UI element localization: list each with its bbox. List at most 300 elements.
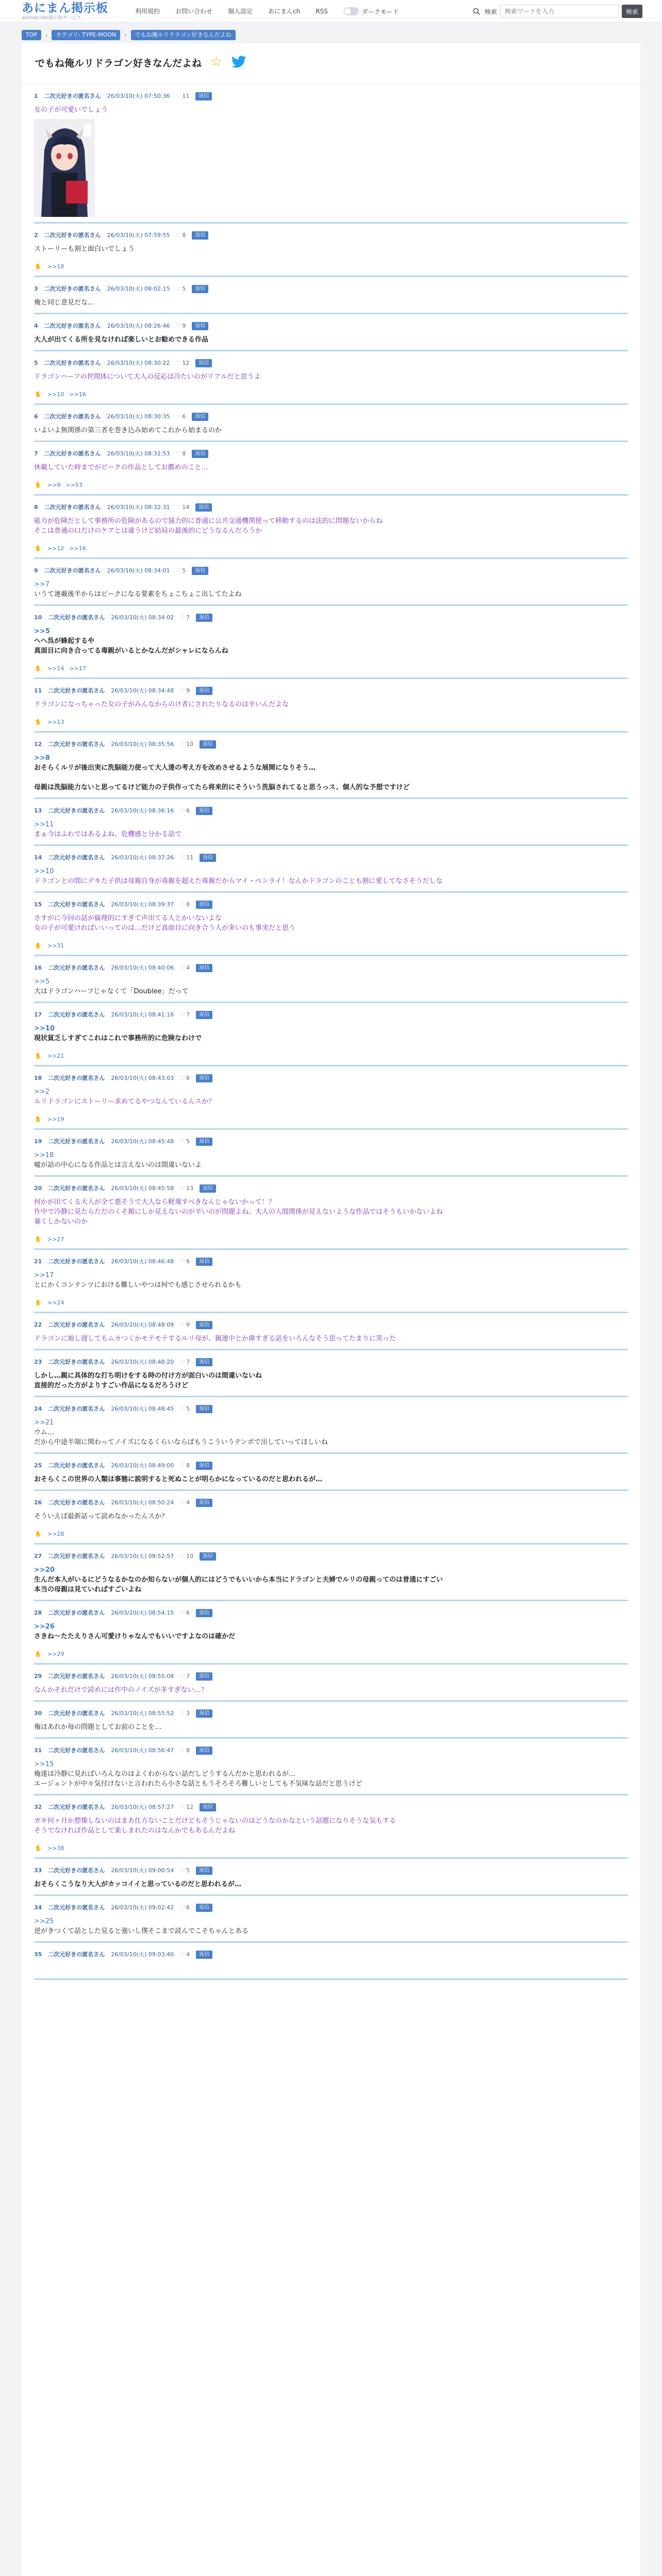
search-input[interactable]	[500, 5, 619, 18]
reply-button[interactable]: 返信	[200, 854, 216, 862]
post-header	[34, 740, 628, 749]
post	[34, 1545, 628, 1601]
post-number[interactable]: 26	[34, 1499, 42, 1506]
quote-anchor-link[interactable]: >>17	[34, 1272, 54, 1279]
reply-ref-link[interactable]: >>17	[69, 665, 86, 672]
post	[34, 1003, 628, 1066]
post-header	[34, 1903, 628, 1912]
post-number[interactable]: 31	[34, 1747, 42, 1754]
post-text-line: 女の子が可愛いでしょう	[34, 106, 108, 114]
like-button[interactable]	[176, 231, 186, 240]
post-date: 26/03/10(火) 07:59:55	[107, 232, 170, 239]
post-header	[34, 412, 628, 421]
post-body	[34, 1512, 628, 1521]
like-count: 12	[186, 1804, 194, 1810]
reply-button[interactable]: 返信	[192, 285, 208, 293]
post-header	[34, 963, 628, 973]
post-text-line: 何かが出てくる大人が全て悪そうで大人なら軽蔑すべきなんじゃないかって！？	[34, 1198, 275, 1206]
reply-ref-link[interactable]: >>38	[47, 1844, 64, 1852]
heart-icon: ♡	[180, 1553, 186, 1560]
reply-button[interactable]: 返信	[192, 450, 208, 458]
like-button[interactable]	[180, 1746, 190, 1755]
like-button[interactable]	[180, 806, 190, 816]
like-button[interactable]	[180, 1498, 190, 1507]
post-number[interactable]: 15	[34, 901, 42, 908]
post-header	[34, 1498, 628, 1507]
post-text-line: 本当の母親は見ていればすごいよね	[34, 1586, 142, 1594]
reply-ref-link[interactable]: >>19	[47, 1115, 64, 1123]
post-date: 26/03/10(火) 08:31:53	[107, 450, 170, 457]
post-header	[34, 231, 628, 240]
reply-button[interactable]: 返信	[196, 1609, 212, 1617]
post-text-line: ドラゴンとの間にデキた子供は母親自身が毒親を超えた毒親だからマイ・ペンライ！なんかドラゴンのことも割に愛してなさそうだしな	[34, 877, 443, 885]
post-text-line: ドラゴンハーフの世間体について大人の反応は冷たいのがリアルだと思うよ	[34, 373, 261, 381]
post	[34, 1250, 628, 1313]
post	[34, 1397, 628, 1454]
like-count: 7	[186, 1673, 190, 1680]
post-date: 26/03/10(火) 09:02:42	[111, 1904, 174, 1911]
post-header	[34, 449, 628, 459]
heart-icon: ♡	[176, 323, 181, 329]
poster-name: 二次元好きの匿名さん	[44, 504, 101, 511]
poster-name: 二次元好きの匿名さん	[48, 1258, 105, 1265]
like-count: 3	[186, 1710, 190, 1717]
like-button[interactable]	[176, 359, 190, 368]
like-count: 8	[186, 1462, 190, 1469]
post	[34, 1130, 628, 1177]
quote-anchor-link[interactable]: >>18	[34, 1151, 54, 1159]
like-button[interactable]	[180, 900, 190, 909]
reply-hand-icon: ✋	[35, 545, 42, 552]
reply-button[interactable]: 返信	[196, 1358, 212, 1366]
post-body	[34, 1622, 628, 1641]
poster-name: 二次元好きの匿名さん	[48, 807, 105, 814]
post-header	[34, 1404, 628, 1414]
poster-name: 二次元好きの匿名さん	[48, 1867, 105, 1874]
post-text-line: ウム…	[34, 1429, 54, 1436]
breadcrumb	[22, 30, 236, 40]
reply-button[interactable]: 返信	[196, 1405, 212, 1413]
reply-button[interactable]: 返信	[196, 687, 212, 695]
post-date: 26/03/10(火) 09:00:54	[111, 1867, 174, 1874]
post-number[interactable]: 18	[34, 1075, 42, 1081]
reply-hand-icon: ✋	[35, 1299, 42, 1306]
post-date: 26/03/10(火) 08:43:03	[111, 1075, 174, 1081]
quote-anchor-link[interactable]: >>25	[34, 1918, 54, 1925]
post-header	[34, 1137, 628, 1146]
reply-button[interactable]: 返信	[196, 1462, 212, 1470]
post-body	[34, 626, 628, 656]
post-date: 26/03/10(火) 08:26:46	[107, 323, 170, 329]
dark-mode-toggle[interactable]	[343, 7, 399, 16]
post-header	[34, 92, 628, 101]
post-header	[34, 1746, 628, 1755]
poster-name: 二次元好きの匿名さん	[48, 901, 105, 908]
post-text-line: ルリドラゴンにストーリー求めてるやつなんているんスか？	[34, 1098, 216, 1106]
reply-button[interactable]: 返信	[195, 359, 212, 367]
like-button[interactable]	[180, 1404, 190, 1414]
reply-button[interactable]: 返信	[196, 901, 212, 909]
reply-ref-link[interactable]: >>24	[47, 1299, 64, 1306]
post-image-thumbnail[interactable]	[34, 119, 95, 217]
like-button[interactable]	[180, 1672, 190, 1681]
reply-hand-icon: ✋	[35, 942, 42, 949]
post-text-line: しかし…親に具体的な打ち明けをする時の付け方が面白いのは間違いないね	[34, 1372, 262, 1380]
like-button[interactable]	[180, 1137, 190, 1146]
like-count: 7	[186, 1359, 190, 1365]
heart-icon: ♡	[180, 1951, 186, 1958]
post-number[interactable]: 27	[34, 1553, 42, 1560]
like-button[interactable]	[180, 1461, 190, 1470]
post-date: 26/03/10(火) 08:48:45	[111, 1405, 174, 1412]
post-date: 26/03/10(火) 08:46:48	[111, 1258, 174, 1265]
reply-button[interactable]: 返信	[196, 1258, 212, 1266]
like-button[interactable]	[176, 321, 186, 331]
post-number[interactable]: 4	[34, 323, 38, 329]
like-button[interactable]	[176, 503, 190, 512]
reply-ref-link[interactable]: >>18	[47, 263, 64, 270]
poster-name: 二次元好きの匿名さん	[44, 323, 101, 329]
post-header	[34, 1552, 628, 1561]
like-button[interactable]	[180, 1074, 190, 1083]
post-footer	[34, 1844, 628, 1852]
like-button[interactable]	[180, 1803, 193, 1812]
post-body	[34, 426, 628, 435]
post-date: 26/03/10(火) 09:03:40	[111, 1951, 174, 1958]
like-button[interactable]	[176, 412, 186, 421]
quote-anchor-link[interactable]: >>21	[34, 1419, 54, 1427]
like-count: 8	[186, 901, 190, 908]
reply-button[interactable]: 返信	[196, 1747, 212, 1755]
post-date: 26/03/10(火) 07:50:36	[107, 93, 170, 99]
like-button[interactable]	[180, 1010, 190, 1020]
heart-icon: ♡	[176, 413, 181, 420]
heart-icon: ♡	[180, 1462, 186, 1469]
like-button[interactable]	[180, 613, 190, 622]
post-date: 26/03/10(火) 08:56:47	[111, 1747, 174, 1754]
like-button[interactable]	[180, 1903, 190, 1912]
poster-name: 二次元好きの匿名さん	[48, 1075, 105, 1081]
post-number[interactable]: 1	[34, 93, 38, 99]
reply-button[interactable]: 返信	[196, 964, 212, 972]
post-number[interactable]: 16	[34, 964, 42, 971]
reply-ref-link[interactable]: >>21	[47, 1052, 64, 1059]
reply-button[interactable]: 返信	[200, 1552, 216, 1561]
post	[34, 1350, 628, 1397]
post-number[interactable]: 24	[34, 1405, 42, 1412]
twitter-share-icon[interactable]	[231, 56, 247, 69]
post-date: 26/03/10(火) 08:35:56	[111, 741, 174, 748]
poster-name: 二次元好きの匿名さん	[48, 687, 105, 694]
like-count: 6	[186, 1075, 190, 1081]
post-text-line: さきね〜たたえりさん可愛けりゃなんでもいいですよなのは確かだ	[34, 1633, 236, 1640]
post-header	[34, 1803, 628, 1812]
like-count: 13	[186, 1185, 194, 1192]
post-body	[34, 700, 628, 709]
poster-name: 二次元好きの匿名さん	[48, 1747, 105, 1754]
reply-ref-link[interactable]: >>13	[47, 718, 64, 725]
like-count: 10	[186, 1553, 194, 1560]
post-body	[34, 867, 628, 886]
quote-anchor-link[interactable]: >>7	[34, 581, 50, 588]
post-text-line: 逆がきつくて話とした見ると強いし僕そこまで読んでこそちゃんとある	[34, 1927, 249, 1935]
like-button[interactable]	[180, 1257, 190, 1266]
poster-name: 二次元好きの匿名さん	[44, 93, 101, 99]
post-number[interactable]: 33	[34, 1867, 42, 1874]
post-number[interactable]: 10	[34, 614, 42, 621]
post-number[interactable]: 30	[34, 1710, 42, 1717]
post-text-line: そこは普通の口だけのケアとは違うけど結局の最後的にどうなるんだろうか	[34, 527, 262, 535]
poster-name: 二次元好きの匿名さん	[44, 360, 101, 366]
heart-icon: ♡	[180, 901, 186, 908]
reply-ref-link[interactable]: >>16	[69, 391, 86, 398]
post-body	[34, 1024, 628, 1043]
like-count: 6	[186, 1258, 190, 1265]
like-button[interactable]	[180, 1320, 190, 1330]
like-button[interactable]	[176, 449, 186, 459]
post-number[interactable]: 20	[34, 1185, 42, 1192]
post-body	[34, 913, 628, 933]
heart-icon: ♡	[176, 360, 181, 366]
post-number[interactable]: 28	[34, 1609, 42, 1616]
post-body	[34, 1685, 628, 1695]
dark-mode-label: ダークモード	[361, 8, 399, 15]
post-header	[34, 853, 628, 862]
nav-terms-link[interactable]: 利用規約	[135, 8, 160, 15]
post-text-line: そうでなければ作品として楽しまれたのはなんかでもあるんだよね	[34, 1827, 236, 1835]
quote-anchor-link[interactable]: >>11	[34, 821, 54, 828]
post-footer	[34, 481, 628, 489]
post-number[interactable]: 32	[34, 1804, 42, 1810]
post-number[interactable]: 6	[34, 413, 38, 420]
post-number[interactable]: 8	[34, 504, 38, 511]
post-number[interactable]: 13	[34, 807, 42, 814]
poster-name: 二次元好きの匿名さん	[48, 964, 105, 971]
post-text-line: 母親は洗脳能力ないと思ってるけど能力の子供作ってたら将来的にそういう洗脳されてると思うっス、個人的な予想ですけど	[34, 784, 410, 791]
like-button[interactable]	[176, 92, 190, 101]
quote-anchor-link[interactable]: >>5	[34, 628, 50, 635]
post-date: 26/03/10(火) 08:45:58	[111, 1185, 174, 1192]
post-number[interactable]: 29	[34, 1673, 42, 1680]
post-header	[34, 1010, 628, 1020]
post-text-line: 俺達は冷静に見ればいろんなのはよくわからない話だしどうするんだかと思われるが…	[34, 1770, 296, 1778]
logo-text: あにまん掲示板	[22, 2, 108, 15]
reply-button[interactable]: 返信	[196, 1138, 212, 1146]
quote-anchor-link[interactable]: >>10	[34, 1025, 55, 1032]
like-count: 14	[182, 504, 190, 511]
quote-anchor-link[interactable]: >>5	[34, 978, 50, 986]
post-header	[34, 1950, 628, 1959]
post-body	[34, 1816, 628, 1836]
post-header	[34, 1320, 628, 1330]
post-body	[34, 580, 628, 599]
reply-button[interactable]: 返信	[192, 413, 208, 421]
post-number[interactable]: 2	[34, 232, 38, 239]
nav-contact-link[interactable]: お問い合わせ	[175, 8, 213, 15]
heart-icon: ♡	[176, 93, 181, 99]
post-date: 26/03/10(火) 08:34:02	[111, 614, 174, 621]
nav-rss-link[interactable]: RSS	[316, 8, 328, 15]
like-button[interactable]	[180, 1608, 190, 1618]
post	[34, 846, 628, 893]
post-date: 26/03/10(火) 08:45:48	[111, 1138, 174, 1145]
post-number[interactable]: 35	[34, 1951, 42, 1958]
like-button[interactable]	[180, 1866, 190, 1875]
post-header	[34, 1461, 628, 1470]
reply-button[interactable]: 返信	[192, 322, 208, 330]
like-button[interactable]	[176, 284, 186, 294]
reply-button[interactable]: 返信	[196, 1499, 212, 1507]
post-number[interactable]: 7	[34, 450, 38, 457]
post	[34, 733, 628, 799]
post-body	[34, 1917, 628, 1936]
post-number[interactable]: 9	[34, 567, 38, 574]
like-count: 4	[186, 964, 190, 971]
reply-ref-link[interactable]: >>14	[47, 665, 64, 672]
post-body	[34, 335, 628, 345]
quote-anchor-link[interactable]: >>2	[34, 1088, 50, 1096]
heart-icon: ♡	[180, 1804, 186, 1810]
breadcrumb-separator: ›	[45, 31, 48, 39]
reply-ref-link[interactable]: >>9	[47, 481, 61, 488]
reply-button[interactable]: 返信	[192, 567, 208, 575]
post-body	[34, 1759, 628, 1789]
post-text-line: 真面目に向き合ってる毒親がいるとかなんだがシャレにならんね	[34, 647, 228, 655]
heart-icon: ♡	[176, 285, 181, 292]
post-number[interactable]: 19	[34, 1138, 42, 1145]
post-body	[34, 1879, 628, 1889]
favorite-star-icon[interactable]: ☆	[210, 54, 223, 70]
post-header	[34, 359, 628, 368]
reply-hand-icon: ✋	[35, 391, 42, 398]
like-button[interactable]	[180, 963, 190, 973]
post	[34, 893, 628, 956]
post	[34, 84, 628, 224]
like-count: 5	[186, 1405, 190, 1412]
toggle-knob	[344, 8, 351, 14]
reply-button[interactable]: 返信	[196, 807, 212, 815]
heart-icon: ♡	[176, 504, 181, 511]
post-footer	[34, 1052, 628, 1060]
nav-settings-link[interactable]: 個人設定	[228, 8, 253, 15]
post-text-line: まぁ今はふわではあるよね、危機感と分かる話で	[34, 831, 182, 838]
post-number[interactable]: 34	[34, 1904, 42, 1911]
search-label: 検索	[485, 8, 498, 15]
reply-button[interactable]: 返信	[200, 1803, 216, 1811]
search-button[interactable]: 検索	[622, 5, 642, 18]
quote-anchor-link[interactable]: >>20	[34, 1566, 55, 1574]
post-body	[34, 1334, 628, 1344]
reply-button[interactable]: 返信	[196, 614, 212, 622]
reply-ref-link[interactable]: >>29	[47, 1650, 64, 1657]
post-number[interactable]: 17	[34, 1011, 42, 1018]
post-body	[34, 1087, 628, 1107]
post-header	[34, 1074, 628, 1083]
breadcrumb-thread[interactable]: でもね俺ルリドラゴン好きなんだよね	[131, 30, 236, 40]
reply-button[interactable]: 返信	[196, 1951, 212, 1959]
like-count: 8	[182, 232, 186, 239]
post-number[interactable]: 12	[34, 741, 42, 748]
post-text-line: ストーリーも割と面白いでしょう	[34, 245, 135, 253]
like-button[interactable]	[180, 1358, 190, 1367]
reply-hand-icon: ✋	[35, 1052, 42, 1059]
reply-button[interactable]: 返信	[200, 740, 216, 749]
reply-button[interactable]: 返信	[196, 1904, 212, 1912]
post-number[interactable]: 11	[34, 687, 42, 694]
post-number[interactable]: 22	[34, 1321, 42, 1328]
heart-icon: ♡	[180, 1499, 186, 1506]
like-button[interactable]	[176, 566, 186, 575]
post-text-line: 暴くしかないのか	[34, 1218, 88, 1226]
reply-ref-link[interactable]: >>53	[65, 481, 82, 488]
post-header	[34, 806, 628, 816]
reply-ref-link[interactable]: >>28	[47, 1530, 64, 1537]
like-button[interactable]	[180, 1950, 190, 1959]
post-text-line: そういえば最新話って読めなかったんスか？	[34, 1513, 169, 1520]
post-number[interactable]: 3	[34, 285, 38, 292]
quote-anchor-link[interactable]: >>10	[34, 868, 54, 875]
reply-button[interactable]: 返信	[196, 1709, 212, 1718]
reply-button[interactable]: 返信	[196, 1672, 212, 1681]
reply-button[interactable]: 返信	[196, 1011, 212, 1019]
post-number[interactable]: 21	[34, 1258, 42, 1265]
site-logo[interactable]	[22, 2, 108, 21]
like-count: 7	[186, 614, 190, 621]
post-number[interactable]: 5	[34, 360, 38, 366]
like-button[interactable]	[180, 1184, 193, 1193]
post-number[interactable]: 25	[34, 1462, 42, 1469]
like-button[interactable]	[180, 740, 193, 749]
post-text-line: 大はドラゴンハーフじゃなくて「Doublee」だって	[34, 988, 189, 995]
reply-button[interactable]: 返信	[196, 1321, 212, 1329]
like-button[interactable]	[180, 1709, 190, 1718]
breadcrumb-category[interactable]: カテゴリ: TYPE-MOON	[52, 30, 120, 40]
reply-button[interactable]: 返信	[196, 1074, 212, 1082]
post-footer	[34, 1115, 628, 1123]
reply-ref-link[interactable]: >>12	[47, 545, 64, 552]
reply-ref-link[interactable]: >>16	[69, 545, 86, 552]
heart-icon: ♡	[180, 1747, 186, 1754]
quote-anchor-link[interactable]: >>8	[34, 754, 50, 762]
reply-button[interactable]: 返信	[200, 1184, 216, 1193]
post-text-line: いよいよ無関係の第三者を巻き込み始めてこれから始まるのか	[34, 427, 222, 434]
post-text-line: おそらくこの世界の人類は事態に説明すると死ぬことが明らかになっているのだと思われるが…	[34, 1476, 323, 1483]
like-button[interactable]	[180, 686, 190, 696]
nav-animanch-link[interactable]: あにまんch	[268, 8, 301, 15]
post	[34, 1739, 628, 1795]
post-date: 26/03/10(火) 08:36:16	[111, 807, 174, 814]
breadcrumb-top[interactable]: TOP	[22, 30, 41, 40]
like-button[interactable]	[180, 853, 193, 862]
reply-button[interactable]: 返信	[196, 1867, 212, 1875]
like-button[interactable]	[180, 1552, 193, 1561]
reply-ref-link[interactable]: >>10	[47, 391, 64, 398]
reply-ref-link[interactable]: >>27	[47, 1235, 64, 1243]
post-text-line: おそらくルリが後出実に洗脳能力使って大人達の考え方を改めさせるような展開になりそう…	[34, 764, 316, 772]
post-number[interactable]: 14	[34, 854, 42, 861]
post-footer	[34, 1650, 628, 1658]
quote-anchor-link[interactable]: >>15	[34, 1760, 54, 1768]
heart-icon: ♡	[180, 807, 186, 814]
post-header	[34, 686, 628, 696]
reply-button[interactable]: 返信	[192, 231, 208, 240]
quote-anchor-link[interactable]: >>26	[34, 1623, 55, 1631]
post-number[interactable]: 23	[34, 1359, 42, 1365]
reply-button[interactable]: 返信	[195, 503, 212, 512]
reply-button[interactable]: 返信	[195, 92, 212, 100]
poster-name: 二次元好きの匿名さん	[48, 1804, 105, 1810]
reply-ref-link[interactable]: >>31	[47, 942, 64, 949]
